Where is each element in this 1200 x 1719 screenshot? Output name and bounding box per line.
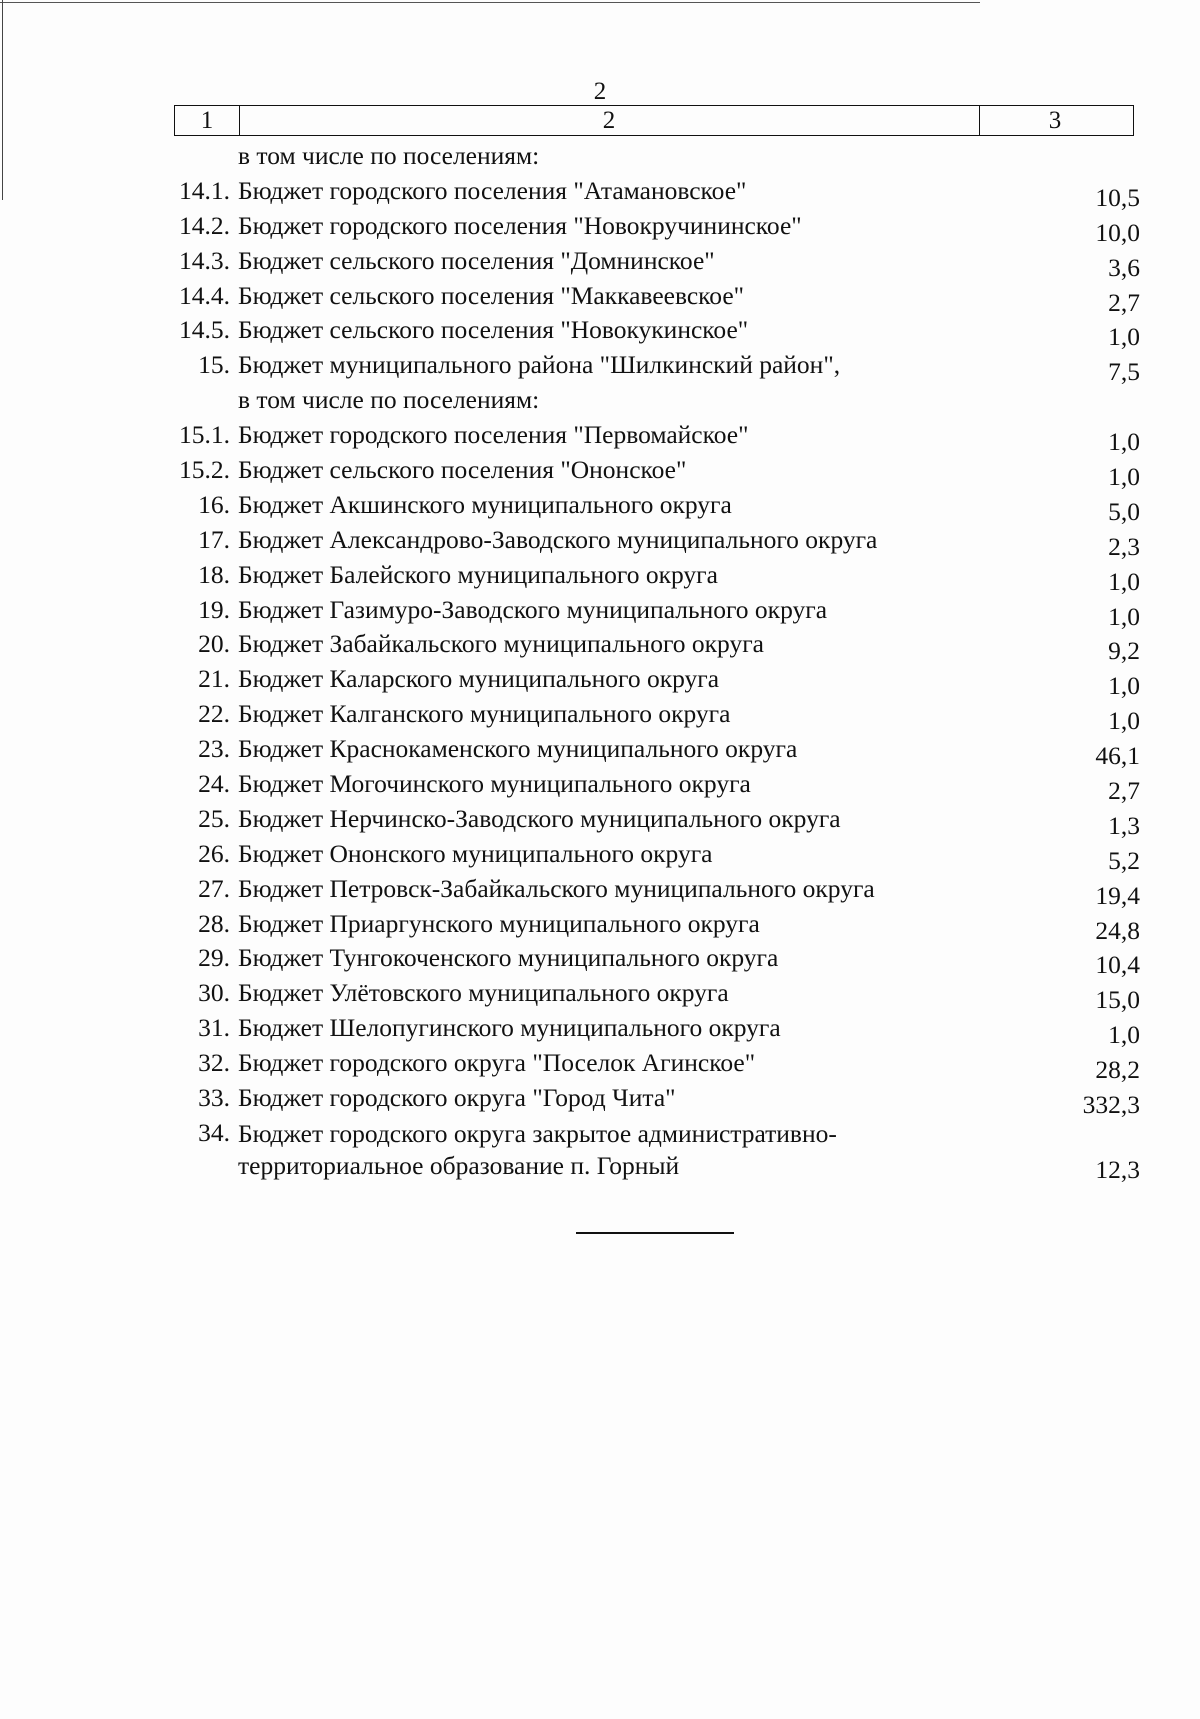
row-value: 5,0 (1108, 496, 1140, 526)
table-row (150, 560, 1140, 595)
row-budget-name: Бюджет сельского поселения "Маккавеевское" (238, 280, 745, 310)
column-header-1: 1 (175, 106, 240, 135)
table-row (150, 420, 1140, 455)
table-row (150, 1118, 1140, 1184)
row-number: 25. (198, 803, 230, 833)
row-number: 19. (198, 594, 230, 624)
row-budget-name: Бюджет Балейского муниципального округа (238, 559, 718, 589)
row-number: 29. (198, 943, 230, 973)
row-value: 10,4 (1095, 950, 1140, 980)
table-row (150, 315, 1140, 350)
row-number: 34. (198, 1117, 230, 1147)
row-number: 15. (198, 350, 230, 380)
row-number: 26. (198, 838, 230, 868)
row-number: 14.3. (179, 245, 230, 275)
row-budget-name: Бюджет Нерчинско-Заводского муниципального округа (238, 803, 841, 833)
row-number: 18. (198, 559, 230, 589)
budget-table-body (150, 141, 1140, 1184)
row-value: 19,4 (1095, 880, 1140, 910)
row-number: 20. (198, 629, 230, 659)
table-row (150, 385, 1140, 420)
row-number: 32. (198, 1048, 230, 1078)
row-budget-name: Бюджет Могочинского муниципального округа (238, 769, 751, 799)
left-scan-edge (2, 0, 3, 200)
table-row (150, 664, 1140, 699)
row-value: 10,0 (1095, 217, 1140, 247)
row-budget-name: Бюджет Тунгокоченского муниципального округа (238, 943, 779, 973)
table-row (150, 699, 1140, 734)
table-row (150, 1013, 1140, 1048)
row-number: 14.4. (179, 280, 230, 310)
row-number: 28. (198, 908, 230, 938)
row-value: 15,0 (1095, 985, 1140, 1015)
column-header-row (174, 105, 1134, 136)
row-value: 1,0 (1108, 1020, 1140, 1050)
row-value: 1,0 (1108, 601, 1140, 631)
row-budget-name: Бюджет сельского поселения "Ононское" (238, 455, 687, 485)
row-value: 332,3 (1082, 1090, 1140, 1120)
row-value: 1,0 (1108, 706, 1140, 736)
row-budget-name: Бюджет городского округа закрытое административно-территориальное образование п. Горный (238, 1118, 837, 1180)
row-value: 3,6 (1108, 252, 1140, 282)
column-header-2: 2 (239, 106, 980, 135)
row-number: 22. (198, 699, 230, 729)
table-row (150, 629, 1140, 664)
table-row (150, 909, 1140, 944)
row-number: 15.1. (179, 420, 230, 450)
row-budget-name: Бюджет сельского поселения "Новокукинское" (238, 315, 749, 345)
row-budget-name: Бюджет Каларского муниципального округа (238, 664, 720, 694)
row-number: 33. (198, 1083, 230, 1113)
row-number: 30. (198, 978, 230, 1008)
row-number: 14.1. (179, 175, 230, 205)
table-row (150, 943, 1140, 978)
row-budget-name: Бюджет городского округа "Поселок Агинское" (238, 1048, 756, 1078)
row-budget-name: Бюджет городского поселения "Атамановское" (238, 175, 747, 205)
row-number: 23. (198, 734, 230, 764)
row-budget-name: Бюджет сельского поселения "Домнинское" (238, 245, 715, 275)
table-row (150, 211, 1140, 246)
table-row (150, 1048, 1140, 1083)
table-row (150, 734, 1140, 769)
row-value: 7,5 (1108, 357, 1140, 387)
row-number: 15.2. (179, 455, 230, 485)
table-row (150, 1083, 1140, 1118)
row-value: 1,0 (1108, 322, 1140, 352)
row-number: 17. (198, 524, 230, 554)
row-value: 2,3 (1108, 531, 1140, 561)
row-budget-name: Бюджет Калганского муниципального округа (238, 699, 731, 729)
end-of-table-line (576, 1232, 734, 1234)
table-row (150, 769, 1140, 804)
row-budget-name: Бюджет городского округа "Город Чита" (238, 1083, 676, 1113)
table-row (150, 455, 1140, 490)
row-budget-name: Бюджет Улётовского муниципального округа (238, 978, 729, 1008)
row-value: 12,3 (1095, 1154, 1140, 1184)
top-scan-edge (0, 2, 980, 3)
row-value: 24,8 (1095, 915, 1140, 945)
row-value: 1,0 (1108, 671, 1140, 701)
table-row (150, 246, 1140, 281)
row-budget-name: Бюджет Приаргунского муниципального округа (238, 908, 760, 938)
row-budget-name: Бюджет городского поселения "Новокручининское" (238, 210, 802, 240)
table-row (150, 874, 1140, 909)
table-row (150, 281, 1140, 316)
row-budget-name: Бюджет Шелопугинского муниципального округа (238, 1013, 781, 1043)
table-row (150, 839, 1140, 874)
table-row (150, 978, 1140, 1013)
row-number: 16. (198, 489, 230, 519)
row-value: 1,0 (1108, 462, 1140, 492)
row-number: 27. (198, 873, 230, 903)
row-budget-name: Бюджет Ононского муниципального округа (238, 838, 713, 868)
table-row (150, 804, 1140, 839)
row-value: 1,0 (1108, 566, 1140, 596)
row-budget-name: Бюджет Акшинского муниципального округа (238, 489, 732, 519)
row-budget-name: Бюджет Александрово-Заводского муниципального округа (238, 524, 878, 554)
row-budget-name: Бюджет городского поселения "Первомайское" (238, 420, 749, 450)
row-budget-name: Бюджет Газимуро-Заводского муниципального округа (238, 594, 828, 624)
row-number: 14.2. (179, 210, 230, 240)
page-number: 2 (593, 78, 607, 105)
row-value: 1,0 (1108, 427, 1140, 457)
row-budget-name: в том числе по поселениям: (238, 385, 540, 415)
row-budget-name: в том числе по поселениям: (238, 141, 540, 170)
row-number: 21. (198, 664, 230, 694)
table-row (150, 350, 1140, 385)
table-row (150, 595, 1140, 630)
table-row (150, 490, 1140, 525)
row-value: 2,7 (1108, 287, 1140, 317)
row-number: 31. (198, 1013, 230, 1043)
row-number: 24. (198, 769, 230, 799)
row-value: 28,2 (1095, 1055, 1140, 1085)
row-value: 46,1 (1095, 741, 1140, 771)
row-budget-name: Бюджет Забайкальского муниципального округа (238, 629, 764, 659)
row-value: 2,7 (1108, 776, 1140, 806)
row-value: 5,2 (1108, 845, 1140, 875)
column-header-3: 3 (1048, 107, 1062, 134)
table-row (150, 525, 1140, 560)
table-row (150, 176, 1140, 211)
row-value: 1,3 (1108, 810, 1140, 840)
table-row (150, 141, 1140, 176)
row-value: 10,5 (1095, 182, 1140, 212)
row-value: 9,2 (1108, 636, 1140, 666)
row-number: 14.5. (179, 315, 230, 345)
row-budget-name: Бюджет Краснокаменского муниципального округа (238, 734, 798, 764)
row-budget-name: Бюджет муниципального района "Шилкинский район", (238, 350, 841, 380)
row-budget-name: Бюджет Петровск-Забайкальского муниципального округа (238, 873, 875, 903)
